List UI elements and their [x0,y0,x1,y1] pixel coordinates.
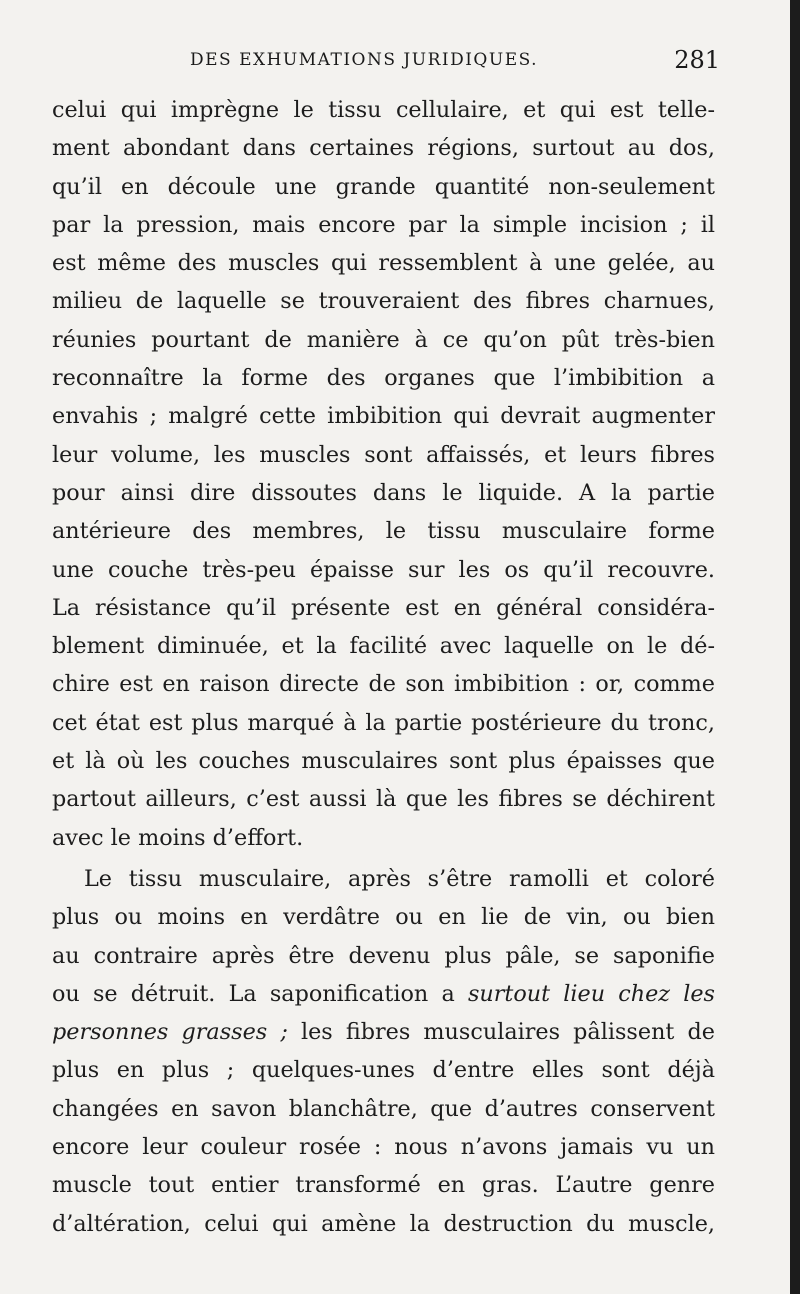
text-line: au contraire après être devenu plus pâle, se saponifie [52,942,715,969]
text-line: cet état est plus marqué à la partie postérieure du tronc, [52,709,715,736]
text-line: avec le moins d’effort. [52,824,304,851]
text-line: réunies pourtant de manière à ce qu’on pût très-bien [52,326,715,353]
text-line: reconnaître la forme des organes que l’imbibition a [52,365,715,392]
text-line: et là où les couches musculaires sont plus épaisses que [52,748,715,775]
text-line [52,1013,715,1051]
paragraph-1 [52,91,715,857]
text-line: d’altération, celui qui amène la destruction du muscle, [52,1210,715,1237]
italic-text: personnes grasses ; [52,1019,288,1046]
text-line: pour ainsi dire dissoutes dans le liquide. A la partie [52,479,715,506]
text-line: changées en savon blanchâtre, que d’autres conservent [52,1095,715,1122]
text-line: chire est en raison directe de son imbibition : or, comme [52,671,715,698]
text-run: les fibres musculaires pâlissent de [287,1019,715,1046]
text-run: ou se détruit. La saponification a [52,980,468,1007]
page-header [190,46,720,76]
body-text [52,91,715,1243]
text-line: milieu de laquelle se trouveraient des fibres charnues, [52,288,715,315]
text-line: muscle tout entier transformé en gras. L’autre genre [52,1172,715,1199]
text-line: par la pression, mais encore par la simple incision ; il [52,211,715,238]
text-line: partout ailleurs, c’est aussi là que les fibres se déchirent [52,786,715,813]
text-line: blement diminuée, et la facilité avec laquelle on le dé- [52,633,715,660]
text-line: envahis ; malgré cette imbibition qui devrait augmenter [52,403,715,430]
text-line: plus ou moins en verdâtre ou en lie de vin, ou bien [52,904,715,931]
text-line: celui qui imprègne le tissu cellulaire, et qui est telle- [52,97,715,123]
text-line: qu’il en découle une grande quantité non-seulement [52,173,715,200]
text-line: Le tissu musculaire, après s’être ramolli et coloré [84,865,715,892]
running-title: DES EXHUMATIONS JURIDIQUES. [190,50,539,70]
page-number: 281 [674,46,720,74]
text-line: encore leur couleur rosée : nous n’avons jamais vu un [52,1134,715,1161]
text-line [52,975,715,1013]
text-line: leur volume, les muscles sont affaissés, et leurs fibres [52,441,715,468]
text-line: ment abondant dans certaines régions, surtout au dos, [52,135,715,162]
page-edge-shadow [790,0,800,1294]
text-line: plus en plus ; quelques-unes d’entre elles sont déjà [52,1057,715,1084]
text-line: est même des muscles qui ressemblent à une gelée, au [52,250,715,277]
italic-text: surtout lieu chez les [467,980,715,1007]
text-line: antérieure des membres, le tissu musculaire forme [52,518,715,545]
text-line: La résistance qu’il présente est en général considéra- [52,594,715,621]
paragraph-2 [52,860,715,1243]
text-line: une couche très-peu épaisse sur les os qu’il recouvre. [52,556,715,583]
